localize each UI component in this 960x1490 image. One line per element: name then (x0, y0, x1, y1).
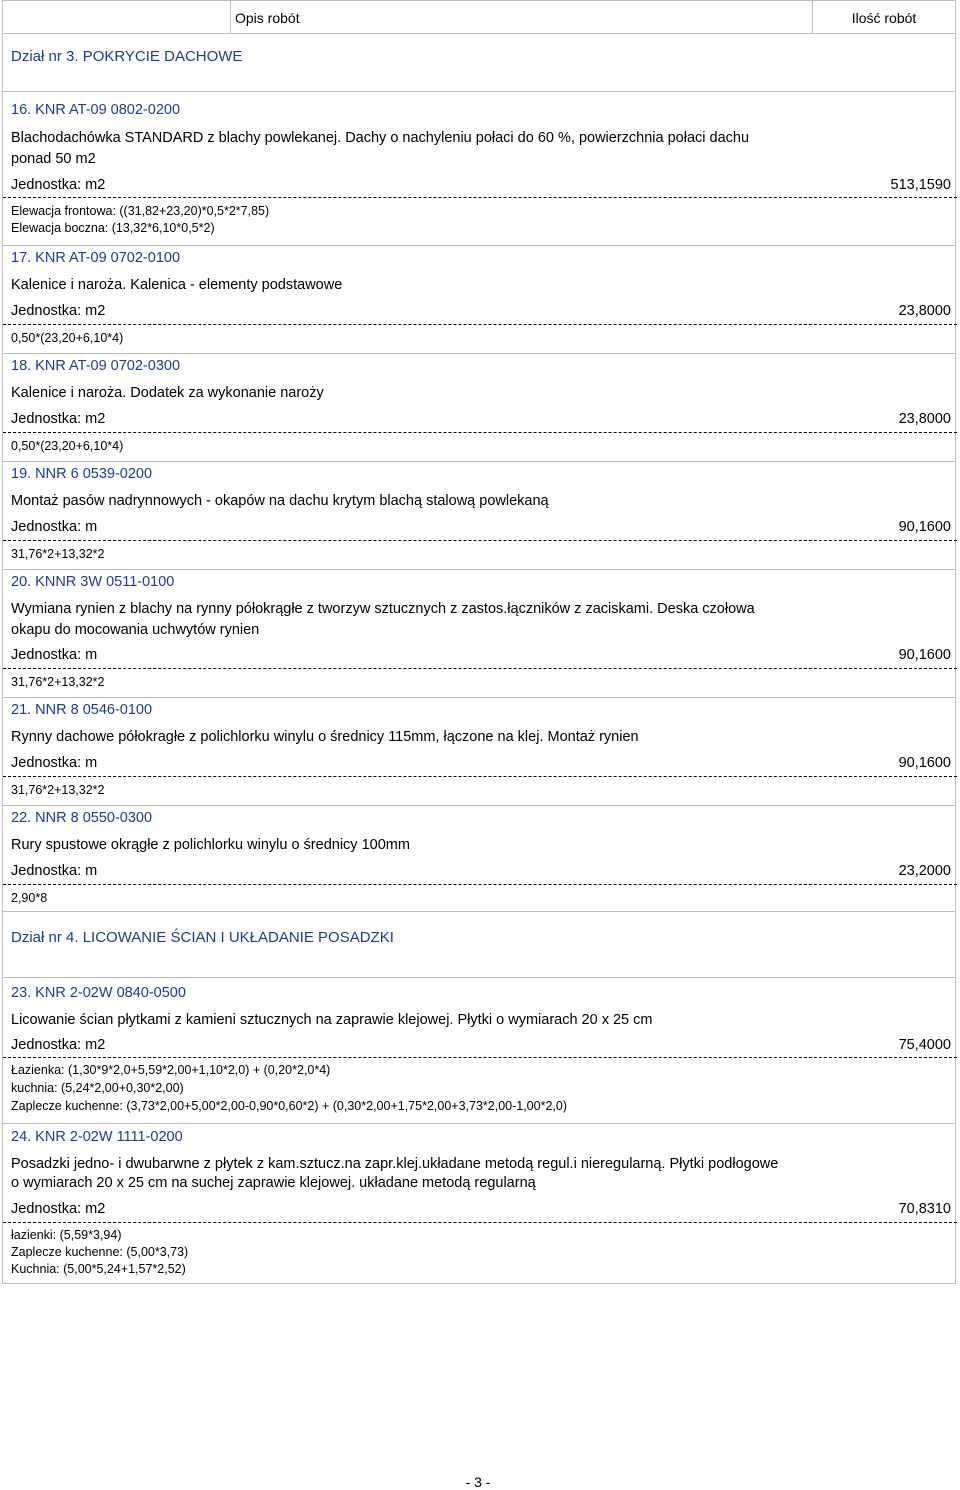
item-20 (2, 570, 956, 698)
item-code: 24. KNR 2-02W 1111-0200 (11, 1129, 183, 1145)
item-unit: Jednostka: m (11, 647, 98, 663)
item-quantity: 23,2000 (898, 863, 951, 879)
item-description-line: Licowanie ścian płytkami z kamieni sztucznych na zaprawie klejowej. Płytki o wymiarach 20 x 25 cm (11, 1012, 653, 1028)
department-title: Dział nr 3. POKRYCIE DACHOWE (11, 48, 243, 65)
item-calculation: 31,76*2+13,32*2 (11, 547, 105, 561)
item-code: 17. KNR AT-09 0702-0100 (11, 250, 181, 266)
header-quantity: Ilość robót (851, 10, 917, 26)
item-calculation: kuchnia: (5,24*2,00+0,30*2,00) (11, 1081, 184, 1095)
item-description-line: Kalenice i naroża. Dodatek za wykonanie naroży (11, 385, 324, 401)
item-description-line: Rynny dachowe półokragłe z polichlorku winylu o średnicy 115mm, łączone na klej. Montaż rynien (11, 729, 639, 745)
separator-dashed (3, 668, 957, 669)
separator-dashed (3, 1057, 957, 1058)
item-description-line: Wymiana rynien z blachy na rynny półokrągłe z tworzyw sztucznych z zastos.łączników z zaciskami. Deska czołowa (11, 601, 755, 617)
item-code: 22. NNR 8 0550-0300 (11, 810, 153, 826)
separator-dashed (3, 324, 957, 325)
item-unit: Jednostka: m2 (11, 303, 106, 319)
item-calculation: łazienki: (5,59*3,94) (11, 1228, 122, 1242)
header-cell-empty (3, 1, 231, 33)
item-18 (2, 354, 956, 462)
item-unit: Jednostka: m (11, 755, 98, 771)
item-description-line: Blachodachówka STANDARD z blachy powlekanej. Dachy o nachyleniu połaci do 60 %, powierzchnia połaci dachu (11, 130, 750, 146)
item-calculation: Elewacja frontowa: ((31,82+23,20)*0,5*2*7,85) (11, 204, 270, 218)
item-16 (2, 92, 956, 246)
item-unit: Jednostka: m2 (11, 1201, 106, 1217)
item-quantity: 23,8000 (898, 303, 951, 319)
item-description-line: okapu do mocowania uchwytów rynien (11, 622, 260, 638)
item-quantity: 90,1600 (898, 755, 951, 771)
item-quantity: 90,1600 (898, 647, 951, 663)
item-code: 18. KNR AT-09 0702-0300 (11, 358, 181, 374)
item-code: 20. KNNR 3W 0511-0100 (11, 574, 175, 590)
separator-dashed (3, 540, 957, 541)
page-number: - 3 - (465, 1474, 491, 1490)
item-unit: Jednostka: m2 (11, 177, 106, 193)
item-calculation: Elewacja boczna: (13,32*6,10*0,5*2) (11, 221, 215, 235)
item-22 (2, 806, 956, 912)
item-description-line: Posadzki jedno- i dwubarwne z płytek z kam.sztucz.na zapr.klej.układane metodą regul.i nieregularną. Płytki podłogowe (11, 1156, 779, 1172)
header-description: Opis robót (230, 1, 813, 33)
page-footer (0, 1474, 960, 1490)
item-description-line: Kalenice i naroża. Kalenica - elementy podstawowe (11, 277, 343, 293)
separator-dashed (3, 432, 957, 433)
item-unit: Jednostka: m (11, 519, 98, 535)
separator-dashed (3, 776, 957, 777)
separator-dashed (3, 884, 957, 885)
department-title: Dział nr 4. LICOWANIE ŚCIAN I UKŁADANIE POSADZKI (11, 929, 394, 946)
item-17 (2, 246, 956, 354)
item-24 (2, 1124, 956, 1284)
item-quantity: 75,4000 (898, 1037, 951, 1053)
table-header (2, 0, 956, 34)
item-calculation: Zaplecze kuchenne: (3,73*2,00+5,00*2,00-0,90*0,60*2) + (0,30*2,00+1,75*2,00+3,73*2,00-1,00*2,0) (11, 1099, 567, 1113)
item-calculation: 2,90*8 (11, 891, 48, 905)
item-calculation: 0,50*(23,20+6,10*4) (11, 439, 124, 453)
item-description-line: Rury spustowe okrągłe z polichlorku winylu o średnicy 100mm (11, 837, 410, 853)
item-calculation: 0,50*(23,20+6,10*4) (11, 331, 124, 345)
item-code: 19. NNR 6 0539-0200 (11, 466, 153, 482)
item-quantity: 513,1590 (890, 177, 951, 193)
item-quantity: 90,1600 (898, 519, 951, 535)
item-code: 21. NNR 8 0546-0100 (11, 702, 153, 718)
item-19 (2, 462, 956, 570)
item-calculation: 31,76*2+13,32*2 (11, 783, 105, 797)
item-code: 16. KNR AT-09 0802-0200 (11, 102, 181, 118)
item-description-line: Montaż pasów nadrynnowych - okapów na dachu krytym blachą stalową powlekaną (11, 493, 549, 509)
separator-dashed (3, 197, 957, 198)
item-21 (2, 698, 956, 806)
department-header (2, 912, 956, 978)
separator-dashed (3, 1222, 957, 1223)
item-23 (2, 978, 956, 1124)
item-unit: Jednostka: m (11, 863, 98, 879)
item-unit: Jednostka: m2 (11, 1037, 106, 1053)
item-calculation: 31,76*2+13,32*2 (11, 675, 105, 689)
item-unit: Jednostka: m2 (11, 411, 106, 427)
item-quantity: 70,8310 (898, 1201, 951, 1217)
item-quantity: 23,8000 (898, 411, 951, 427)
item-calculation: Zaplecze kuchenne: (5,00*3,73) (11, 1245, 189, 1259)
item-code: 23. KNR 2-02W 0840-0500 (11, 985, 186, 1001)
item-calculation: Łazienka: (1,30*9*2,0+5,59*2,00+1,10*2,0) + (0,20*2,0*4) (11, 1063, 331, 1077)
item-description-line: o wymiarach 20 x 25 cm na suchej zaprawie klejowej. układane metodą regularną (11, 1175, 536, 1191)
item-calculation: Kuchnia: (5,00*5,24+1,57*2,52) (11, 1262, 186, 1276)
item-description-line: ponad 50 m2 (11, 151, 96, 167)
department-header (2, 34, 956, 92)
